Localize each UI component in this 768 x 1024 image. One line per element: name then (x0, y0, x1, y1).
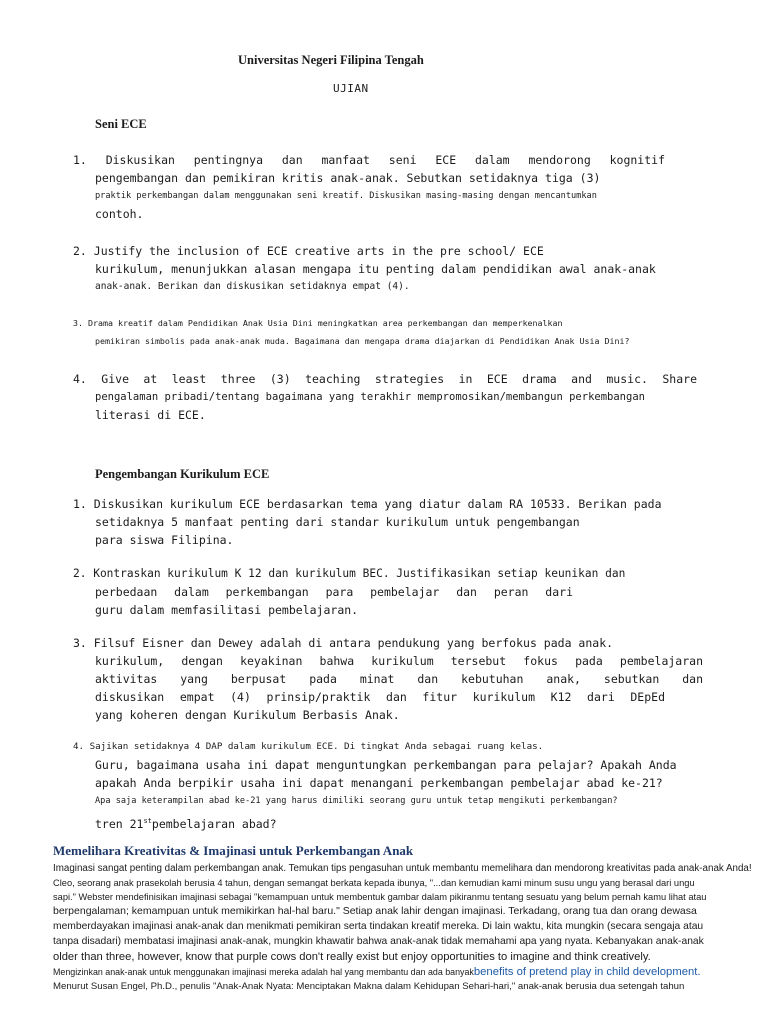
question-line: Apa saja keterampilan abad ke-21 yang harus dimiliki seorang guru untuk tetap mengikuti perkembangan? (95, 796, 618, 806)
question-line: para siswa Filipina. (95, 533, 234, 547)
question-line: 1. Diskusikan kurikulum ECE berdasarkan tema yang diatur dalam RA 10533. Berikan pada (73, 497, 662, 511)
question-line: 4. Give at least three (3) teaching strategies in ECE drama and music. Share (73, 372, 697, 386)
question-line: yang koheren dengan Kurikulum Berbasis Anak. (95, 708, 400, 722)
benefits-link[interactable]: benefits of pretend play in child development. (473, 966, 701, 978)
question-line: pengembangan dan pemikiran kritis anak-anak. Sebutkan setidaknya tiga (3) (95, 171, 601, 185)
article-line: Mengizinkan anak-anak untuk menggunakan imajinasi mereka adalah hal yang membantu dan ada banyakbenefits of pretend play in child development. (53, 966, 701, 978)
question-s1-1 (73, 151, 713, 223)
question-line: 2. Justify the inclusion of ECE creative arts in the pre school/ ECE (73, 244, 544, 258)
article-excerpt (53, 843, 765, 994)
question-line: 4. Sajikan setidaknya 4 DAP dalam kurikulum ECE. Di tingkat Anda sebagai ruang kelas. (73, 741, 544, 752)
question-s1-3 (73, 314, 713, 350)
question-s2-2 (73, 565, 713, 619)
question-line: 3. Drama kreatif dalam Pendidikan Anak Usia Dini meningkatkan area perkembangan dan memperkenalkan (73, 318, 563, 328)
question-line: guru dalam memfasilitasi pembelajaran. (95, 603, 359, 617)
question-s2-1 (73, 495, 713, 549)
question-s1-2 (73, 242, 713, 296)
article-line: Cleo, seorang anak prasekolah berusia 4 tahun, dengan semangat berkata kepada ibunya, "...dan kemudian kami minum susu ungu yang berasal dari ungu (53, 878, 695, 888)
article-line: memberdayakan imajinasi anak-anak dan menikmati pemikiran serta tindakan kreatif mereka. Di lain waktu, kita mungkin (secara sengaja atau (53, 921, 704, 932)
question-line: 3. Filsuf Eisner dan Dewey adalah di antara pendukung yang berfokus pada anak. (73, 636, 614, 650)
question-line: kurikulum, menunjukkan alasan mengapa itu penting dalam pendidikan awal anak-anak (95, 262, 656, 276)
question-line: tren 21stpembelajaran abad? (95, 816, 277, 831)
question-s1-4 (73, 370, 713, 424)
article-line: tanpa disadari) membatasi imajinasi anak-anak, mungkin khawatir bahwa anak-anak tidak memahami apa yang nyata. Kebanyakan anak-anak (53, 936, 704, 947)
article-line: older than three, however, know that purple cows don't really exist but enjoy opportunities to imagine and think creatively. (53, 951, 651, 963)
exam-title: UJIAN (333, 82, 369, 95)
question-s2-3 (73, 634, 713, 724)
question-line: aktivitas yang berpusat pada minat dan kebutuhan anak, sebutkan dan (95, 672, 703, 686)
question-line: literasi di ECE. (95, 408, 206, 422)
article-line: Menurut Susan Engel, Ph.D., penulis "Anak-Anak Nyata: Menciptakan Makna dalam Kehidupan Sehari-hari," anak-anak berusia dua setengah tahun (53, 981, 685, 992)
section-title-seni-ece: Seni ECE (95, 117, 147, 131)
question-line: 1. Diskusikan pentingnya dan manfaat seni ECE dalam mendorong kognitif (73, 153, 665, 167)
question-line: 2. Kontraskan kurikulum K 12 dan kurikulum BEC. Justifikasikan setiap keunikan dan (73, 567, 626, 580)
section-title-kurikulum: Pengembangan Kurikulum ECE (95, 467, 270, 481)
question-line: diskusikan empat (4) prinsip/praktik dan fitur kurikulum K12 dari DEpEd (95, 690, 665, 704)
question-line: kurikulum, dengan keyakinan bahwa kurikulum tersebut fokus pada pembelajaran (95, 654, 703, 668)
article-line: berpengalaman; kemampuan untuk memikirkan hal-hal baru." Setiap anak lahir dengan imajinasi. Terkadang, orang tua dan orang dewasa (53, 905, 697, 917)
university-title: Universitas Negeri Filipina Tengah (238, 53, 424, 67)
question-line: perbedaan dalam perkembangan para pembelajar dan peran dari (95, 585, 573, 599)
question-line: praktik perkembangan dalam menggunakan seni kreatif. Diskusikan masing-masing dengan mencantumkan (95, 191, 597, 201)
article-title: Memelihara Kreativitas & Imajinasi untuk Perkembangan Anak (53, 843, 414, 858)
article-line: Imaginasi sangat penting dalam perkembangan anak. Temukan tips pengasuhan untuk membantu memelihara dan mendorong kreativitas pada anak-anak Anda! (53, 863, 752, 874)
question-line: contoh. (95, 207, 144, 221)
question-line: setidaknya 5 manfaat penting dari standar kurikulum untuk pengembangan (95, 515, 580, 529)
question-line: pemikiran simbolis pada anak-anak muda. Bagaimana dan mengapa drama diajarkan di Pendidikan Anak Usia Dini? (95, 336, 630, 346)
question-line: Guru, bagaimana usaha ini dapat menguntungkan perkembangan para pelajar? Apakah Anda (95, 758, 677, 772)
article-line: sapi." Webster mendefinisikan imajinasi sebagai "kemampuan untuk membentuk gambar dalam pikiranmu tentang sesuatu yang belum pernah kamu lihat atau (53, 892, 707, 902)
question-line: apakah Anda berpikir usaha ini dapat menangani perkembangan pembelajar abad ke-21? (95, 776, 663, 790)
question-line: pengalaman pribadi/tentang bagaimana yang terakhir mempromosikan/membangun perkembangan (95, 391, 645, 403)
question-line: anak-anak. Berikan dan diskusikan setidaknya empat (4). (95, 281, 410, 292)
question-s2-4 (73, 738, 713, 835)
